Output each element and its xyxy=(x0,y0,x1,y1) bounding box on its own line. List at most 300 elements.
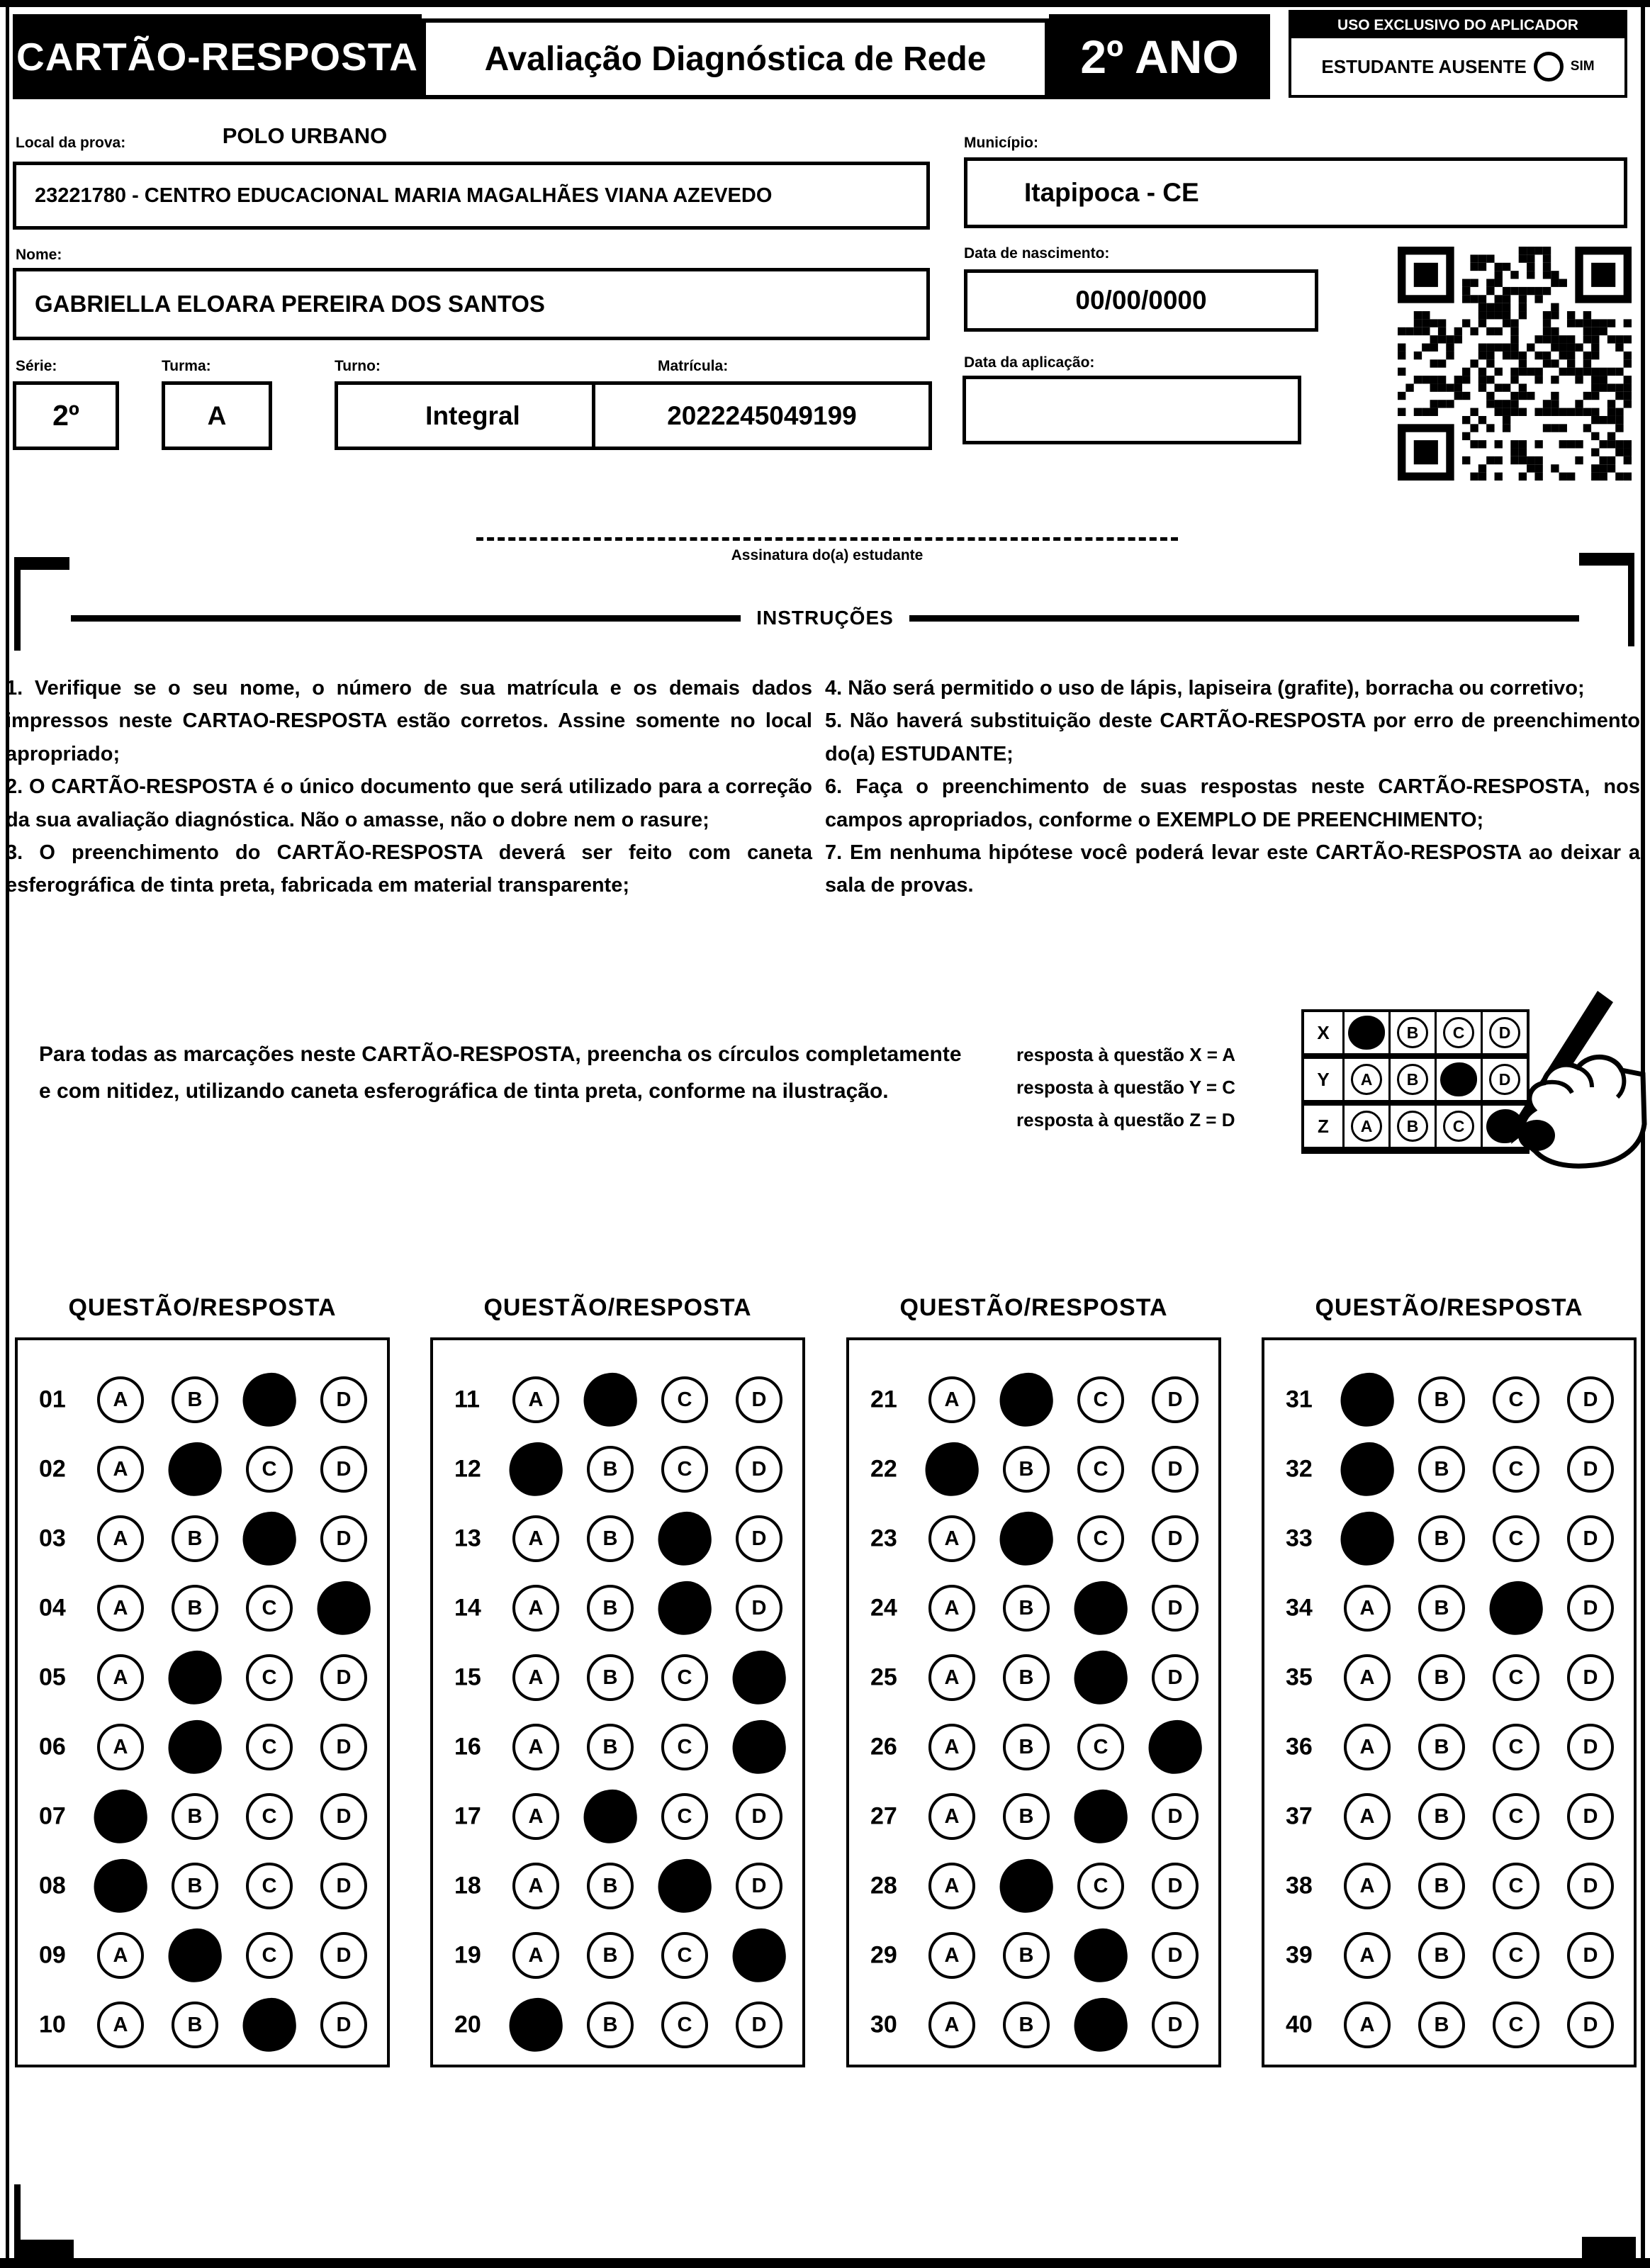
matricula-label: Matrícula: xyxy=(658,358,729,374)
answer-bubble[interactable]: D xyxy=(1567,1446,1614,1493)
answer-bubble[interactable]: A xyxy=(512,1654,559,1701)
answer-bubble[interactable]: D xyxy=(1152,2002,1199,2048)
answer-bubble[interactable]: D xyxy=(736,1446,782,1493)
answer-bubble[interactable]: B xyxy=(1003,1793,1050,1840)
instructions-title: INSTRUÇÕES xyxy=(756,607,894,629)
example-cell xyxy=(1345,1059,1391,1100)
answer-column-4 xyxy=(1262,1294,1637,2067)
answer-bubble[interactable]: C xyxy=(661,1724,708,1770)
answer-bubble[interactable]: B xyxy=(1418,1376,1465,1423)
answer-bubble[interactable]: B xyxy=(1418,1793,1465,1840)
answer-bubble[interactable]: C xyxy=(246,1863,293,1909)
question-number: 18 xyxy=(454,1872,481,1899)
question-row-38 xyxy=(1264,1851,1634,1921)
question-number: 31 xyxy=(1286,1386,1313,1413)
grid-header: QUESTÃO/RESPOSTA xyxy=(483,1294,752,1321)
answer-bubble[interactable]: A xyxy=(1344,1585,1391,1632)
question-row-20 xyxy=(433,1990,802,2060)
question-number: 12 xyxy=(454,1455,481,1483)
answer-bubble[interactable]: B xyxy=(1003,1724,1050,1770)
answer-bubble[interactable]: C xyxy=(661,2002,708,2048)
question-number: 21 xyxy=(870,1386,897,1413)
answer-bubble[interactable]: A xyxy=(928,1515,975,1562)
question-number: 32 xyxy=(1286,1455,1313,1483)
question-number: 01 xyxy=(39,1386,66,1413)
page-border-left xyxy=(6,0,9,2268)
answer-bubble[interactable]: C xyxy=(246,1585,293,1632)
answer-bubble[interactable]: D xyxy=(736,1515,782,1562)
question-row-22 xyxy=(849,1435,1218,1504)
answer-bubble-filled[interactable] xyxy=(240,1370,300,1430)
answer-bubble[interactable]: D xyxy=(320,1793,367,1840)
question-number: 06 xyxy=(39,1733,66,1761)
example-legend-line: resposta à questão Z = D xyxy=(1016,1108,1235,1130)
question-number: 29 xyxy=(870,1941,897,1969)
answer-bubble[interactable]: A xyxy=(97,1724,144,1770)
answer-bubble[interactable]: B xyxy=(587,1654,634,1701)
nascimento-label: Data de nascimento: xyxy=(964,245,1110,262)
answer-bubble[interactable]: D xyxy=(1567,1376,1614,1423)
answer-bubble-filled[interactable] xyxy=(506,1439,566,1500)
question-number: 03 xyxy=(39,1525,66,1552)
hand-with-pen-icon xyxy=(1452,989,1647,1171)
local-label: Local da prova: xyxy=(16,135,126,151)
answer-bubble[interactable]: B xyxy=(172,2002,218,2048)
answer-bubble[interactable]: D xyxy=(1152,1585,1199,1632)
example-bubble: A xyxy=(1351,1064,1382,1095)
question-row-24 xyxy=(849,1573,1218,1643)
question-row-36 xyxy=(1264,1712,1634,1782)
question-row-08 xyxy=(18,1851,387,1921)
question-row-34 xyxy=(1264,1573,1634,1643)
absent-label: ESTUDANTE AUSENTE xyxy=(1321,55,1527,77)
question-number: 08 xyxy=(39,1872,66,1899)
instruction-item: 6. Faça o preenchimento de suas respostas neste CARTÃO-RESPOSTA, nos campos apropriados, conforme o EXEMPLO DE PREENCHIMENTO; xyxy=(825,775,1640,831)
answer-bubble[interactable]: D xyxy=(1567,2002,1614,2048)
answer-bubble[interactable]: B xyxy=(587,1446,634,1493)
answer-bubble-filled[interactable] xyxy=(91,1856,151,1916)
question-number: 39 xyxy=(1286,1941,1313,1969)
answer-bubble[interactable]: D xyxy=(1152,1654,1199,1701)
answer-bubble[interactable]: B xyxy=(1418,1515,1465,1562)
answer-bubble[interactable]: C xyxy=(246,1654,293,1701)
question-number: 09 xyxy=(39,1941,66,1969)
answer-bubble-filled[interactable] xyxy=(997,1856,1057,1916)
question-row-30 xyxy=(849,1990,1218,2060)
question-number: 05 xyxy=(39,1663,66,1691)
answer-bubble[interactable]: D xyxy=(1567,1585,1614,1632)
answer-bubble[interactable]: D xyxy=(736,1793,782,1840)
question-number: 25 xyxy=(870,1663,897,1691)
answer-bubble-filled[interactable] xyxy=(240,1509,300,1569)
turno-field: Integral xyxy=(335,381,611,450)
answer-bubble[interactable]: D xyxy=(1567,1863,1614,1909)
answer-bubble[interactable]: A xyxy=(512,1585,559,1632)
grid-header: QUESTÃO/RESPOSTA xyxy=(1315,1294,1583,1321)
answer-bubble-filled[interactable] xyxy=(997,1370,1057,1430)
fill-instructions-note: Para todas as marcações neste CARTÃO-RESPOSTA, preencha os círculos completamente e com nitidez, utilizando caneta esferográfica de tinta preta, conforme na ilustração. xyxy=(39,1043,962,1103)
answer-bubble-filled[interactable] xyxy=(1337,1370,1398,1430)
answer-bubble[interactable]: D xyxy=(736,2002,782,2048)
example-cell xyxy=(1345,1106,1391,1147)
question-number: 13 xyxy=(454,1525,481,1552)
answer-bubble[interactable]: A xyxy=(97,1654,144,1701)
instructions-right-column xyxy=(825,672,1640,902)
answer-bubble[interactable]: C xyxy=(1493,1515,1539,1562)
question-row-06 xyxy=(18,1712,387,1782)
answer-bubble[interactable]: D xyxy=(320,1376,367,1423)
answer-bubble[interactable]: A xyxy=(512,1863,559,1909)
answer-bubble[interactable]: B xyxy=(1418,1446,1465,1493)
example-legend-line: resposta à questão X = A xyxy=(1016,1044,1235,1065)
answer-bubble[interactable]: C xyxy=(1493,1932,1539,1979)
answer-bubble-filled[interactable] xyxy=(1071,1995,1131,2055)
nascimento-field: 00/00/0000 xyxy=(964,269,1318,332)
instruction-item: 2. O CARTÃO-RESPOSTA é o único documento que será utilizado para a correção da sua avaliação diagnóstica. Não o amasse, não o dobre nem o rasure; xyxy=(6,775,812,831)
example-bubble: B xyxy=(1397,1064,1428,1095)
answer-bubble[interactable]: D xyxy=(320,1654,367,1701)
answer-bubble[interactable]: A xyxy=(1344,1932,1391,1979)
answer-bubble-filled[interactable] xyxy=(580,1787,641,1847)
answer-bubble[interactable]: C xyxy=(661,1376,708,1423)
corner-mark-top-left-v xyxy=(14,557,21,651)
example-legend xyxy=(1016,1039,1314,1136)
answer-bubble[interactable]: C xyxy=(661,1793,708,1840)
example-cell xyxy=(1391,1059,1437,1100)
question-number: 07 xyxy=(39,1802,66,1830)
instruction-item: 1. Verifique se o seu nome, o número de sua matrícula e os demais dados impressos neste CARTAO-RESPOSTA estão corretos. Assine somente no local apropriado; xyxy=(6,677,812,765)
answer-bubble[interactable]: A xyxy=(512,1376,559,1423)
instruction-item: 7. Em nenhuma hipótese você poderá levar este CARTÃO-RESPOSTA ao deixar a sala de provas. xyxy=(825,841,1640,897)
answer-bubble-filled[interactable] xyxy=(240,1995,300,2055)
answer-bubble[interactable]: B xyxy=(587,1724,634,1770)
answer-bubble-filled[interactable] xyxy=(165,1648,225,1708)
answer-bubble[interactable]: C xyxy=(1493,1654,1539,1701)
answer-bubble[interactable]: B xyxy=(172,1515,218,1562)
answer-bubble[interactable]: B xyxy=(1003,1932,1050,1979)
answer-bubble[interactable]: C xyxy=(246,1793,293,1840)
corner-mark-top-right xyxy=(1579,553,1634,566)
answer-bubble[interactable]: B xyxy=(1418,1585,1465,1632)
answer-bubble[interactable]: D xyxy=(1567,1724,1614,1770)
answer-bubble[interactable]: C xyxy=(1493,1793,1539,1840)
example-bubble-filled xyxy=(1348,1016,1385,1050)
question-number: 04 xyxy=(39,1594,66,1622)
answer-bubble[interactable]: D xyxy=(736,1376,782,1423)
question-number: 15 xyxy=(454,1663,481,1691)
absent-bubble[interactable] xyxy=(1534,52,1564,82)
grid-header: QUESTÃO/RESPOSTA xyxy=(899,1294,1168,1321)
page-border-top xyxy=(0,0,1650,7)
question-number: 40 xyxy=(1286,2011,1313,2038)
example-bubble: C xyxy=(1443,1111,1474,1142)
answer-bubble[interactable]: B xyxy=(587,1863,634,1909)
question-row-31 xyxy=(1264,1365,1634,1435)
answer-bubble-filled[interactable] xyxy=(506,1995,566,2055)
question-row-10 xyxy=(18,1990,387,2060)
answer-bubble[interactable]: B xyxy=(1418,2002,1465,2048)
answer-bubble-filled[interactable] xyxy=(1145,1717,1206,1778)
answer-bubble-filled[interactable] xyxy=(729,1926,790,1986)
answer-bubble[interactable]: D xyxy=(320,1932,367,1979)
answer-bubble-filled[interactable] xyxy=(1071,1926,1131,1986)
answer-bubble[interactable]: B xyxy=(1003,2002,1050,2048)
corner-mark-bottom-left xyxy=(14,2240,74,2258)
example-row-label: Z xyxy=(1304,1106,1345,1147)
answer-bubble[interactable]: C xyxy=(246,1724,293,1770)
question-row-05 xyxy=(18,1643,387,1712)
question-row-11 xyxy=(433,1365,802,1435)
answer-bubble[interactable]: B xyxy=(587,1585,634,1632)
signature-label: Assinatura do(a) estudante xyxy=(731,547,924,563)
answer-bubble[interactable]: A xyxy=(1344,1863,1391,1909)
answer-bubble[interactable]: A xyxy=(512,1932,559,1979)
answer-box xyxy=(846,1337,1221,2067)
example-bubble: B xyxy=(1397,1017,1428,1048)
answer-bubble[interactable]: A xyxy=(97,1376,144,1423)
question-row-13 xyxy=(433,1504,802,1573)
question-number: 20 xyxy=(454,2011,481,2038)
answer-bubble[interactable]: C xyxy=(661,1446,708,1493)
answer-bubble-filled[interactable] xyxy=(165,1717,225,1778)
answer-bubble[interactable]: C xyxy=(661,1654,708,1701)
answer-bubble[interactable]: D xyxy=(1152,1376,1199,1423)
question-number: 38 xyxy=(1286,1872,1313,1899)
answer-bubble[interactable]: C xyxy=(1077,1446,1124,1493)
answer-bubble[interactable]: A xyxy=(928,1376,975,1423)
question-number: 34 xyxy=(1286,1594,1313,1622)
answer-bubble[interactable]: A xyxy=(928,1932,975,1979)
answer-bubble[interactable]: C xyxy=(1493,1863,1539,1909)
answer-bubble[interactable]: B xyxy=(1418,1654,1465,1701)
answer-bubble[interactable]: C xyxy=(1493,1724,1539,1770)
answer-box xyxy=(430,1337,805,2067)
answer-bubble[interactable]: A xyxy=(928,1863,975,1909)
answer-bubble[interactable]: D xyxy=(736,1585,782,1632)
instructions-left-column xyxy=(6,672,812,902)
question-row-07 xyxy=(18,1782,387,1851)
answer-bubble[interactable]: C xyxy=(1493,2002,1539,2048)
answer-bubble-filled[interactable] xyxy=(580,1370,641,1430)
question-row-40 xyxy=(1264,1990,1634,2060)
question-row-23 xyxy=(849,1504,1218,1573)
answer-bubble[interactable]: C xyxy=(1077,1376,1124,1423)
corner-mark-bottom-right xyxy=(1582,2237,1636,2258)
question-number: 19 xyxy=(454,1941,481,1969)
answer-bubble[interactable]: B xyxy=(172,1793,218,1840)
answer-bubble[interactable]: B xyxy=(172,1376,218,1423)
answer-bubble-filled[interactable] xyxy=(165,1926,225,1986)
answer-bubble-filled[interactable] xyxy=(1071,1648,1131,1708)
answer-bubble[interactable]: A xyxy=(512,1793,559,1840)
municipio-field: Itapipoca - CE xyxy=(964,157,1627,228)
answer-bubble[interactable]: D xyxy=(1567,1932,1614,1979)
answer-bubble[interactable]: D xyxy=(1152,1515,1199,1562)
answer-bubble[interactable]: B xyxy=(1418,1863,1465,1909)
answer-bubble-filled[interactable] xyxy=(729,1648,790,1708)
answer-bubble[interactable]: D xyxy=(1567,1793,1614,1840)
answer-bubble[interactable]: A xyxy=(97,1932,144,1979)
grid-header: QUESTÃO/RESPOSTA xyxy=(68,1294,337,1321)
municipio-label: Município: xyxy=(964,135,1038,151)
answer-bubble[interactable]: D xyxy=(1152,1863,1199,1909)
answer-bubble[interactable]: B xyxy=(172,1585,218,1632)
exam-title: Avaliação Diagnóstica de Rede xyxy=(422,18,1049,99)
answer-bubble[interactable]: D xyxy=(320,1446,367,1493)
question-number: 36 xyxy=(1286,1733,1313,1761)
answer-bubble[interactable]: B xyxy=(1003,1446,1050,1493)
card-title: CARTÃO-RESPOSTA xyxy=(13,14,422,99)
example-bubble: B xyxy=(1397,1111,1428,1142)
answer-bubble-filled[interactable] xyxy=(1337,1509,1398,1569)
question-row-15 xyxy=(433,1643,802,1712)
answer-bubble[interactable]: A xyxy=(1344,1724,1391,1770)
answer-column-2 xyxy=(430,1294,805,2067)
answer-bubble[interactable]: B xyxy=(587,1932,634,1979)
answer-bubble[interactable]: C xyxy=(661,1932,708,1979)
question-row-37 xyxy=(1264,1782,1634,1851)
answer-bubble[interactable]: C xyxy=(246,1932,293,1979)
question-row-12 xyxy=(433,1435,802,1504)
question-number: 26 xyxy=(870,1733,897,1761)
answer-bubble[interactable]: C xyxy=(1493,1376,1539,1423)
question-row-09 xyxy=(18,1921,387,1990)
turno-label: Turno: xyxy=(335,358,381,374)
question-number: 30 xyxy=(870,2011,897,2038)
aplicacao-label: Data da aplicação: xyxy=(964,354,1095,371)
nome-label: Nome: xyxy=(16,247,62,263)
question-number: 16 xyxy=(454,1733,481,1761)
answer-bubble[interactable]: A xyxy=(928,1585,975,1632)
question-number: 10 xyxy=(39,2011,66,2038)
answer-bubble[interactable]: D xyxy=(320,1863,367,1909)
question-row-28 xyxy=(849,1851,1218,1921)
page-border-bottom xyxy=(0,2258,1650,2268)
answer-bubble[interactable]: B xyxy=(1003,1654,1050,1701)
answer-bubble-filled[interactable] xyxy=(655,1578,715,1639)
example-bubble: D xyxy=(1489,1017,1520,1048)
answer-bubble-filled[interactable] xyxy=(729,1717,790,1778)
answer-bubble[interactable]: A xyxy=(1344,1654,1391,1701)
answer-bubble[interactable]: A xyxy=(1344,1793,1391,1840)
answer-bubble[interactable]: A xyxy=(928,2002,975,2048)
answer-bubble[interactable]: A xyxy=(512,1724,559,1770)
answer-bubble-filled[interactable] xyxy=(655,1856,715,1916)
question-row-32 xyxy=(1264,1435,1634,1504)
answer-bubble[interactable]: A xyxy=(97,1585,144,1632)
signature-line[interactable] xyxy=(476,537,1178,541)
answer-bubble[interactable]: D xyxy=(320,2002,367,2048)
answer-bubble[interactable]: A xyxy=(928,1724,975,1770)
example-bubble: D xyxy=(1489,1064,1520,1095)
question-row-26 xyxy=(849,1712,1218,1782)
school-field: 23221780 - CENTRO EDUCACIONAL MARIA MAGALHÃES VIANA AZEVEDO xyxy=(13,162,930,230)
answer-bubble-filled[interactable] xyxy=(1071,1787,1131,1847)
aplicacao-field[interactable] xyxy=(962,376,1301,444)
answer-bubble[interactable]: D xyxy=(1152,1793,1199,1840)
instructions-header xyxy=(71,607,1579,629)
answer-bubble[interactable]: D xyxy=(1567,1654,1614,1701)
answer-bubble[interactable]: D xyxy=(1152,1932,1199,1979)
question-row-02 xyxy=(18,1435,387,1504)
answer-bubble[interactable]: C xyxy=(246,1446,293,1493)
answer-bubble[interactable]: A xyxy=(97,2002,144,2048)
answer-bubble[interactable]: B xyxy=(172,1863,218,1909)
answer-bubble-filled[interactable] xyxy=(1486,1578,1547,1639)
answer-bubble[interactable]: D xyxy=(320,1724,367,1770)
example-row-label: X xyxy=(1304,1012,1345,1053)
answer-bubble[interactable]: C xyxy=(1077,1724,1124,1770)
answer-bubble[interactable]: C xyxy=(1077,1863,1124,1909)
answer-bubble[interactable]: A xyxy=(512,1515,559,1562)
question-row-17 xyxy=(433,1782,802,1851)
question-number: 27 xyxy=(870,1802,897,1830)
answer-bubble[interactable]: B xyxy=(587,1515,634,1562)
answer-bubble[interactable]: B xyxy=(1418,1724,1465,1770)
turma-label: Turma: xyxy=(162,358,211,374)
question-row-16 xyxy=(433,1712,802,1782)
answer-box xyxy=(1262,1337,1637,2067)
question-number: 28 xyxy=(870,1872,897,1899)
answer-bubble[interactable]: A xyxy=(1344,2002,1391,2048)
example-cell xyxy=(1345,1012,1391,1053)
answer-bubble-filled[interactable] xyxy=(997,1509,1057,1569)
answer-bubble[interactable]: B xyxy=(1418,1932,1465,1979)
nome-field: GABRIELLA ELOARA PEREIRA DOS SANTOS xyxy=(13,268,930,340)
instruction-item: 4. Não será permitido o uso de lápis, lapiseira (grafite), borracha ou corretivo; xyxy=(825,677,1585,700)
answer-bubble[interactable]: D xyxy=(1567,1515,1614,1562)
answer-bubble[interactable]: A xyxy=(928,1793,975,1840)
answer-bubble[interactable]: D xyxy=(1152,1446,1199,1493)
aplicador-title: USO EXCLUSIVO DO APLICADOR xyxy=(1291,13,1624,38)
corner-mark-top-right-v xyxy=(1628,553,1634,646)
corner-mark-top-left xyxy=(14,557,69,570)
answer-bubble[interactable]: D xyxy=(320,1515,367,1562)
question-row-19 xyxy=(433,1921,802,1990)
answer-bubble-filled[interactable] xyxy=(655,1509,715,1569)
question-row-03 xyxy=(18,1504,387,1573)
question-row-29 xyxy=(849,1921,1218,1990)
question-row-04 xyxy=(18,1573,387,1643)
answer-bubble[interactable]: D xyxy=(736,1863,782,1909)
grade-badge: 2º ANO xyxy=(1049,14,1270,99)
answer-bubble-filled[interactable] xyxy=(1337,1439,1398,1500)
instruction-item: 5. Não haverá substituição deste CARTÃO-RESPOSTA por erro de preenchimento do(a) ESTUDANTE; xyxy=(825,709,1640,765)
answer-bubble-filled[interactable] xyxy=(922,1439,982,1500)
answer-bubble[interactable]: A xyxy=(97,1515,144,1562)
question-row-21 xyxy=(849,1365,1218,1435)
answer-bubble-filled[interactable] xyxy=(91,1787,151,1847)
question-number: 22 xyxy=(870,1455,897,1483)
serie-field: 2º xyxy=(13,381,119,450)
answer-bubble[interactable]: C xyxy=(1077,1515,1124,1562)
answer-bubble[interactable]: B xyxy=(1003,1585,1050,1632)
answer-bubble-filled[interactable] xyxy=(314,1578,374,1639)
answer-bubble-filled[interactable] xyxy=(1071,1578,1131,1639)
question-row-27 xyxy=(849,1782,1218,1851)
question-number: 24 xyxy=(870,1594,897,1622)
question-number: 33 xyxy=(1286,1525,1313,1552)
answer-bubble-filled[interactable] xyxy=(165,1439,225,1500)
question-number: 37 xyxy=(1286,1802,1313,1830)
answer-bubble[interactable]: A xyxy=(928,1654,975,1701)
aplicador-box xyxy=(1289,10,1627,98)
answer-bubble[interactable]: C xyxy=(1493,1446,1539,1493)
answer-bubble[interactable]: B xyxy=(587,2002,634,2048)
answer-bubble[interactable]: A xyxy=(97,1446,144,1493)
question-row-33 xyxy=(1264,1504,1634,1573)
question-row-39 xyxy=(1264,1921,1634,1990)
